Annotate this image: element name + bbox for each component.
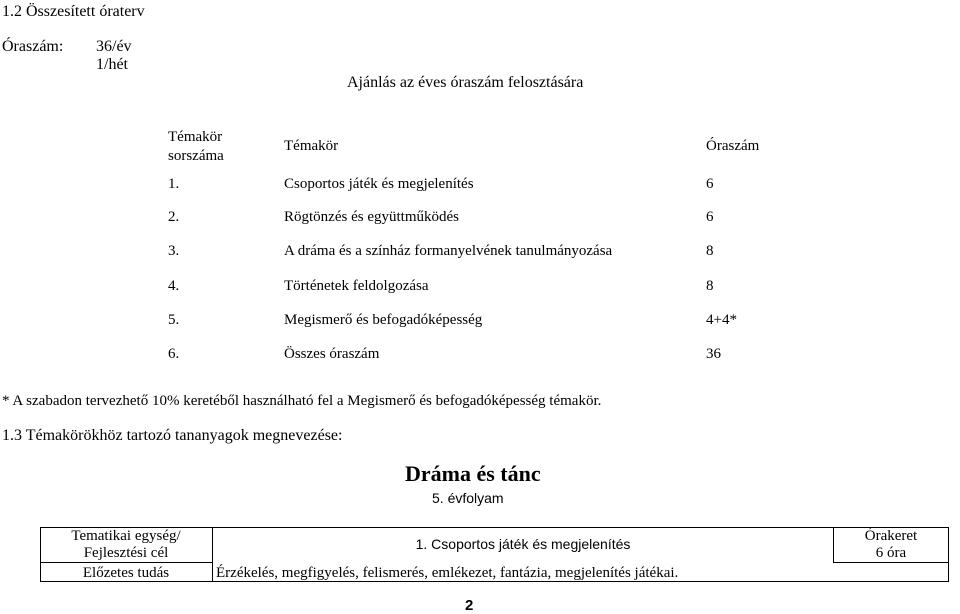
row-3-topic: A dráma és a színház formanyelvének tanulmányozása [284,243,613,259]
row-1-number: 1. [168,176,180,192]
row-1-topic: Csoportos játék és megjelenítés [284,176,474,192]
prior-knowledge-label: Előzetes tudás [82,565,170,581]
section-heading-1-3: 1.3 Témakörökhöz tartozó tananyagok megnevezése: [2,427,343,444]
row-3-hours: 8 [706,243,714,259]
header-hours: Óraszám [706,138,760,154]
row-6-hours: 36 [706,346,721,362]
hours-label: Óraszám: [2,38,64,55]
row-3-number: 3. [168,243,180,259]
row-4-hours: 8 [706,278,714,294]
unit-box [40,527,949,582]
page-number: 2 [465,597,474,614]
box-divider-left-row [40,562,212,563]
unit-label-line1: Tematikai egység/ [71,528,181,544]
header-topic: Témakör [284,138,339,154]
header-number-line2: sorszáma [168,148,224,164]
recommendation-title: Ajánlás az éves óraszám felosztására [347,74,584,91]
section-heading-1-2: 1.2 Összesített óraterv [2,3,145,20]
hours-per-week: 1/hét [96,56,128,73]
header-number-line1: Témakör [168,129,223,145]
frame-label: Órakeret [864,528,918,544]
row-2-topic: Rögtönzés és együttműködés [284,209,459,225]
row-6-topic: Összes óraszám [284,346,380,362]
row-5-topic: Megismerő és befogadóképesség [284,312,483,328]
row-5-number: 5. [168,312,180,328]
prior-knowledge-text: Érzékelés, megfigyelés, felismerés, emlékezet, fantázia, megjelenítés játékai. [216,565,679,581]
row-4-number: 4. [168,278,180,294]
box-divider-right-row [833,562,949,563]
footnote: * A szabadon tervezhető 10% keretéből használható fel a Megismerő és befogadóképesség témakör. [2,393,602,409]
row-2-hours: 6 [706,209,714,225]
unit-title: 1. Csoportos játék és megjelenítés [415,536,631,552]
grade-label: 5. évfolyam [432,490,504,506]
row-1-hours: 6 [706,176,714,192]
subject-title: Dráma és tánc [405,461,541,486]
hours-per-year: 36/év [96,38,132,55]
row-2-number: 2. [168,209,180,225]
frame-value: 6 óra [875,545,907,561]
row-4-topic: Történetek feldolgozása [284,278,429,294]
row-5-hours: 4+4* [706,312,737,328]
unit-label-line2: Fejlesztési cél [83,545,169,561]
row-6-number: 6. [168,346,180,362]
